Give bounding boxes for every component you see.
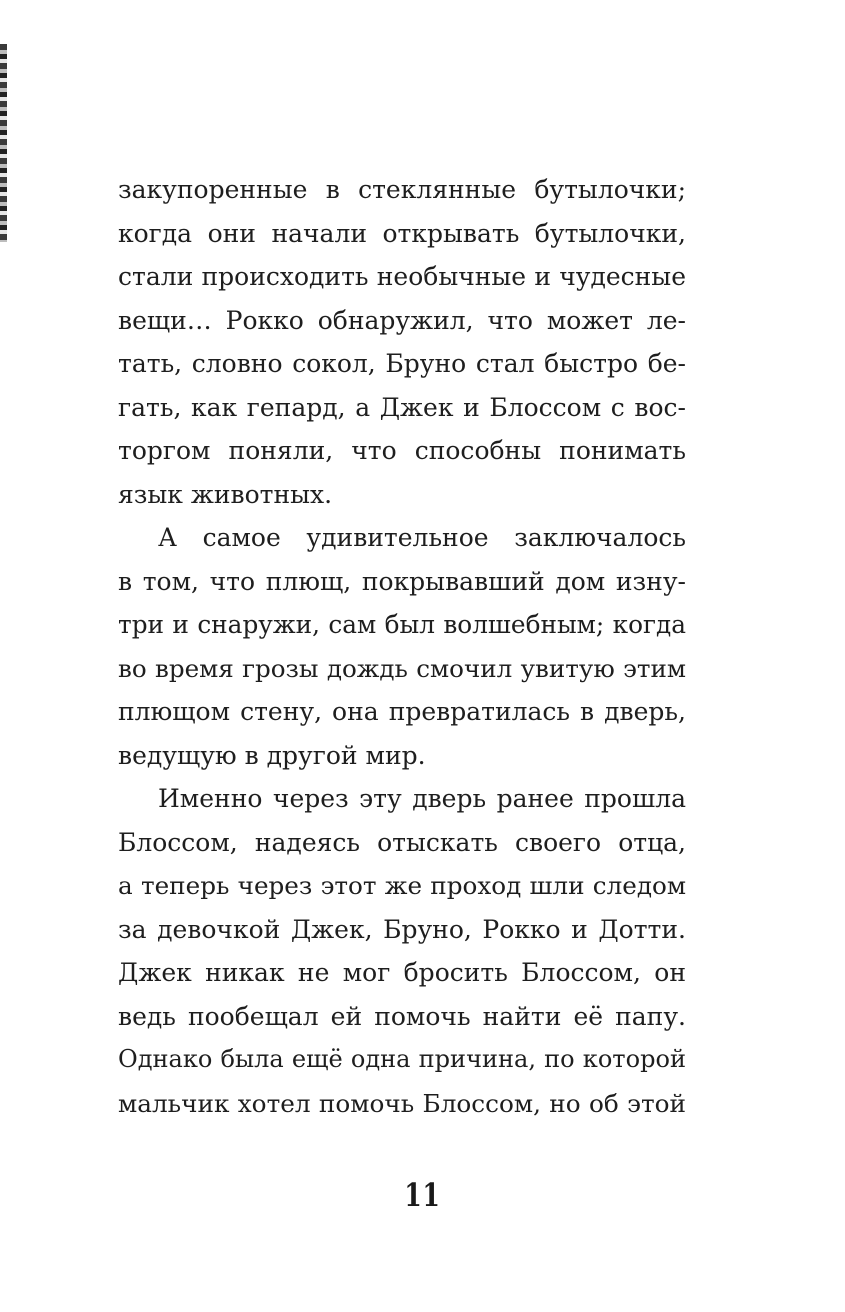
text-line: язык животных. xyxy=(118,479,333,509)
text-line: вещи… Рокко обнаружил, что может ле- xyxy=(118,305,686,335)
edge-illustration-fragment xyxy=(0,44,7,242)
text-line: в том, что плющ, покрывавший дом изну- xyxy=(118,566,686,596)
text-line: тать, словно сокол, Бруно стал быстро бе- xyxy=(118,349,686,378)
text-line: Именно через эту дверь ранее прошла xyxy=(158,784,686,813)
text-line: ведь пообещал ей помочь найти её папу. xyxy=(118,1001,686,1031)
text-line: гать, как гепард, а Джек и Блоссом с вос- xyxy=(118,392,686,422)
text-line: стали происходить необычные и чудесные xyxy=(118,262,686,291)
text-line: Однако была ещё одна причина, по которой xyxy=(118,1045,686,1073)
paragraph-1 xyxy=(118,168,686,516)
paragraph-2 xyxy=(118,516,686,777)
text-line: за девочкой Джек, Бруно, Рокко и Дотти. xyxy=(118,914,686,944)
text-line: три и снаружи, сам был волшебным; когда xyxy=(118,610,686,639)
text-line: плющом стену, она превратилась в дверь, xyxy=(118,697,686,726)
paragraph-3 xyxy=(118,777,686,1125)
text-line: торгом поняли, что способны понимать xyxy=(118,436,686,465)
text-line: ведущую в другой мир. xyxy=(118,740,426,770)
text-line: а теперь через этот же проход шли следом xyxy=(118,871,686,900)
text-line: во время грозы дождь смочил увитую этим xyxy=(118,653,686,683)
text-line: Блоссом, надеясь отыскать своего отца, xyxy=(118,827,686,857)
text-line: когда они начали открывать бутылочки, xyxy=(118,218,686,248)
text-line: Джек никак не мог бросить Блоссом, он xyxy=(118,958,686,987)
page-number: 11 xyxy=(404,1176,441,1214)
text-line: А самое удивительное заключалось xyxy=(158,523,686,552)
page-body-text xyxy=(118,168,686,1125)
text-line: закупоренные в стеклянные бутылочки; xyxy=(118,175,686,204)
text-line: мальчик хотел помочь Блоссом, но об этой xyxy=(118,1088,686,1118)
